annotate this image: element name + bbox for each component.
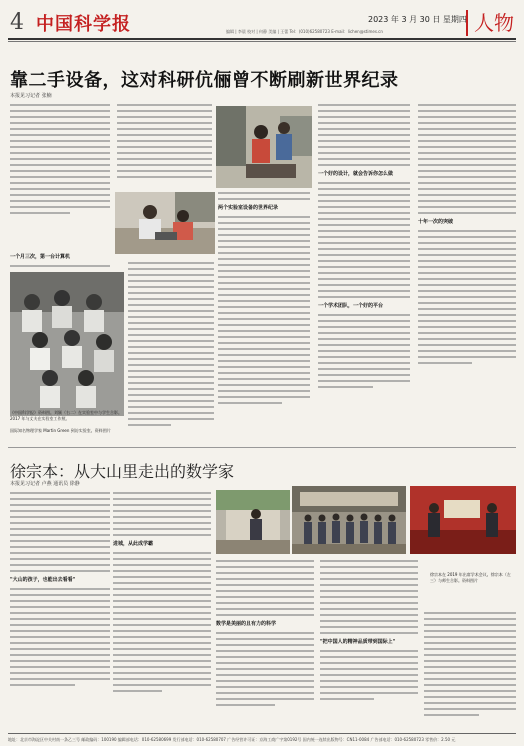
article2-column-5 (424, 612, 516, 720)
photo-couple-lab (216, 106, 312, 188)
page-number: 4 (10, 10, 24, 35)
article2-column-1 (10, 492, 110, 690)
editor-info-line: 编辑 | 李晨 校对 | 何静 美编 | 王蕾 Tel：(010)62580723 E-mail：lichen@stimes.cn (226, 29, 383, 34)
footer-line: 地址：北京市海淀区中关村南一条乙三号 邮政编码：100190 编辑部电话：010-62580699 发行部电话：010-62580707 广告经营许可证：京海工商广字第0192号 国内统一连续出版物号：CN11-0084 广告部电话：010-62580723 零售价：2.50 元 (8, 733, 516, 743)
article2-column-4 (320, 560, 418, 704)
article1-column-4 (318, 104, 410, 392)
issue-date: 2023 年 3 月 30 日 星期四 (368, 15, 467, 24)
article2-column-3 (216, 560, 314, 710)
article2-subhead-3: 数学是美丽的且有力的科学 (216, 621, 277, 627)
photo-historic-group (10, 272, 124, 416)
masthead-rule (8, 38, 516, 40)
section-title: 人物 (466, 10, 514, 36)
photo-xu-award (410, 486, 516, 554)
article1-column-1 (10, 104, 110, 218)
article1-subhead-5: 十年一次的突破 (418, 219, 454, 225)
article2-column-2 (113, 492, 211, 696)
article1-subhead-2: 两个实验室设备的世界纪录 (218, 205, 279, 211)
article2-headline: 徐宗本：从大山里走出的数学家 (10, 462, 235, 481)
article-divider (8, 447, 516, 448)
photo-caption-3: 徐宗本在 2019 年出席学术会议。徐宗本（左三）与师生合影。资料图片 (430, 572, 511, 583)
article1-byline: 本报见习记者 张楠 (10, 93, 52, 99)
article1-column-2 (117, 104, 212, 182)
photo-caption-2: 国际知名物理学家 Martin Green 到访实验室。资料图片 (10, 428, 111, 433)
photo-caption-1: 《中国科学报》资料图。刘颖（右二）在实验室中与学生合影。2017 年与丈夫在实验室工作照。 (10, 410, 122, 421)
article1-column-3 (218, 192, 310, 408)
photo-xu-group (292, 486, 406, 554)
article2-byline: 本报见习记者 卢燕 通讯员 徐静 (10, 481, 80, 487)
photo-couple-desk (115, 192, 215, 254)
article1-column-2b (128, 262, 214, 430)
article1-subhead-block-1 (10, 250, 110, 271)
article1-subhead-1: 一个月三次，第一台计算机 (10, 254, 71, 260)
article2-subhead-2: 进城，从此成学霸 (113, 541, 154, 547)
newspaper-logo: 中国科学报 (36, 14, 131, 35)
article1-headline: 靠二手设备，这对科研伉俪曾不断刷新世界纪录 (10, 70, 399, 91)
article2-subhead-1: "大山的孩子，也能出去看看" (10, 577, 76, 583)
masthead-rule-thin (8, 41, 516, 42)
photo-xu-portrait (216, 490, 290, 554)
article2-subhead-4: "把中国人的精神品质带到国际上" (320, 639, 396, 645)
article1-subhead-4: 一个学术团队，一个好的平台 (318, 303, 384, 309)
article1-subhead-3: 一个好的设计，就会告诉你怎么做 (318, 171, 394, 177)
article1-column-5 (418, 104, 516, 368)
